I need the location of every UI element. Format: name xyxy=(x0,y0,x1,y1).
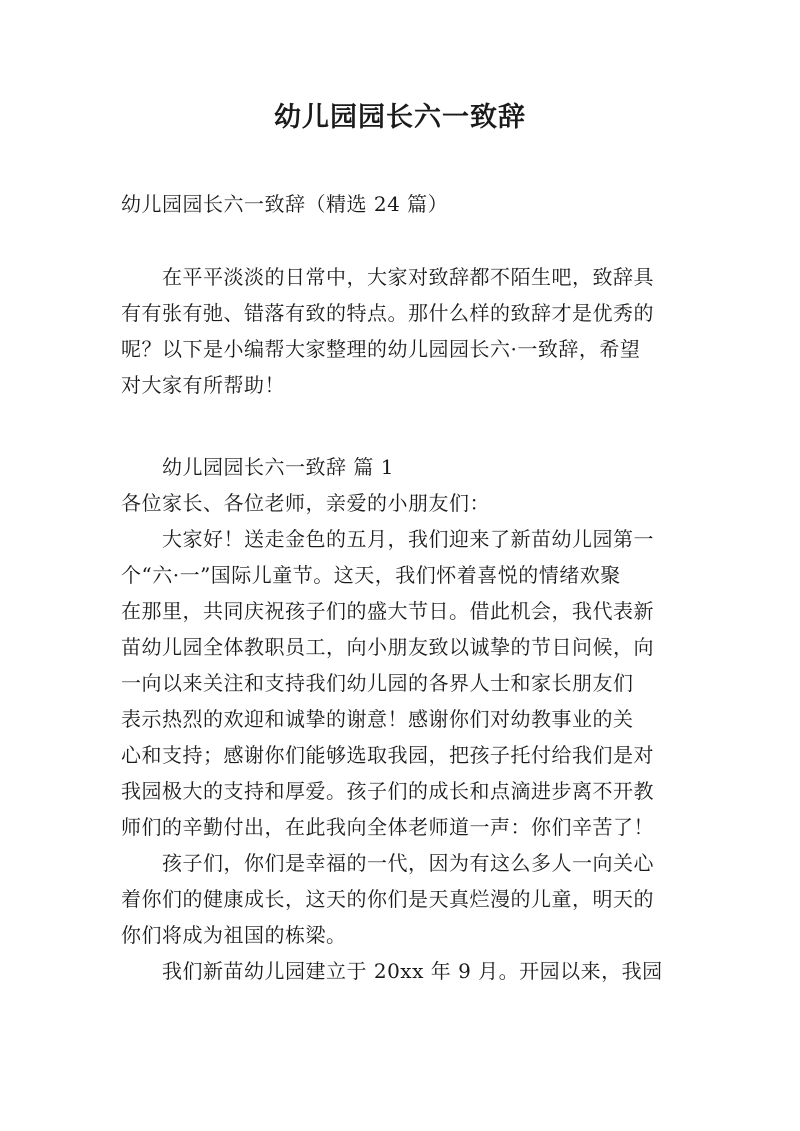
paragraph-line: 你们将成为祖国的栋梁。 xyxy=(121,923,347,947)
paragraph-line: 在那里，共同庆祝孩子们的盛大节日。借此机会，我代表新 xyxy=(121,599,654,623)
paragraph-line: 个“六·一”国际儿童节。这天，我们怀着喜悦的情绪欢聚 xyxy=(121,563,621,587)
document-title: 幼儿园园长六一致辞 xyxy=(274,102,526,133)
paragraph-line: 师们的辛勤付出，在此我向全体老师道一声：你们辛苦了！ xyxy=(121,815,654,839)
paragraph-line: 着你们的健康成长，这天的你们是天真烂漫的儿童，明天的 xyxy=(121,887,654,911)
intro-line: 有有张有弛、错落有致的特点。那什么样的致辞才是优秀的 xyxy=(121,301,654,325)
paragraph-line: 表示热烈的欢迎和诚挚的谢意！感谢你们对幼教事业的关 xyxy=(121,707,634,731)
paragraph-line: 一向以来关注和支持我们幼儿园的各界人士和家长朋友们 xyxy=(121,671,634,695)
paragraph-line: 心和支持；感谢你们能够选取我园，把孩子托付给我们是对 xyxy=(121,743,654,767)
intro-line: 对大家有所帮助！ xyxy=(121,373,285,397)
salutation: 各位家长、各位老师，亲爱的小朋友们： xyxy=(121,491,490,515)
document-subtitle: 幼儿园园长六一致辞（精选 24 篇） xyxy=(121,192,449,216)
paragraph-line: 大家好！送走金色的五月，我们迎来了新苗幼儿园第一 xyxy=(162,527,654,551)
paragraph-line: 苗幼儿园全体教职员工，向小朋友致以诚挚的节日问候，向 xyxy=(121,635,654,659)
paragraph-line: 我园极大的支持和厚爱。孩子们的成长和点滴进步离不开教 xyxy=(121,779,654,803)
paragraph-line: 孩子们，你们是幸福的一代，因为有这么多人一向关心 xyxy=(162,851,654,875)
section-heading: 幼儿园园长六一致辞 篇 1 xyxy=(162,455,394,479)
intro-line: 呢？以下是小编帮大家整理的幼儿园园长六·一致辞，希望 xyxy=(121,337,641,361)
intro-line: 在平平淡淡的日常中，大家对致辞都不陌生吧，致辞具 xyxy=(162,265,654,289)
paragraph-line: 我们新苗幼儿园建立于 20xx 年 9 月。开园以来，我园 xyxy=(162,959,663,983)
